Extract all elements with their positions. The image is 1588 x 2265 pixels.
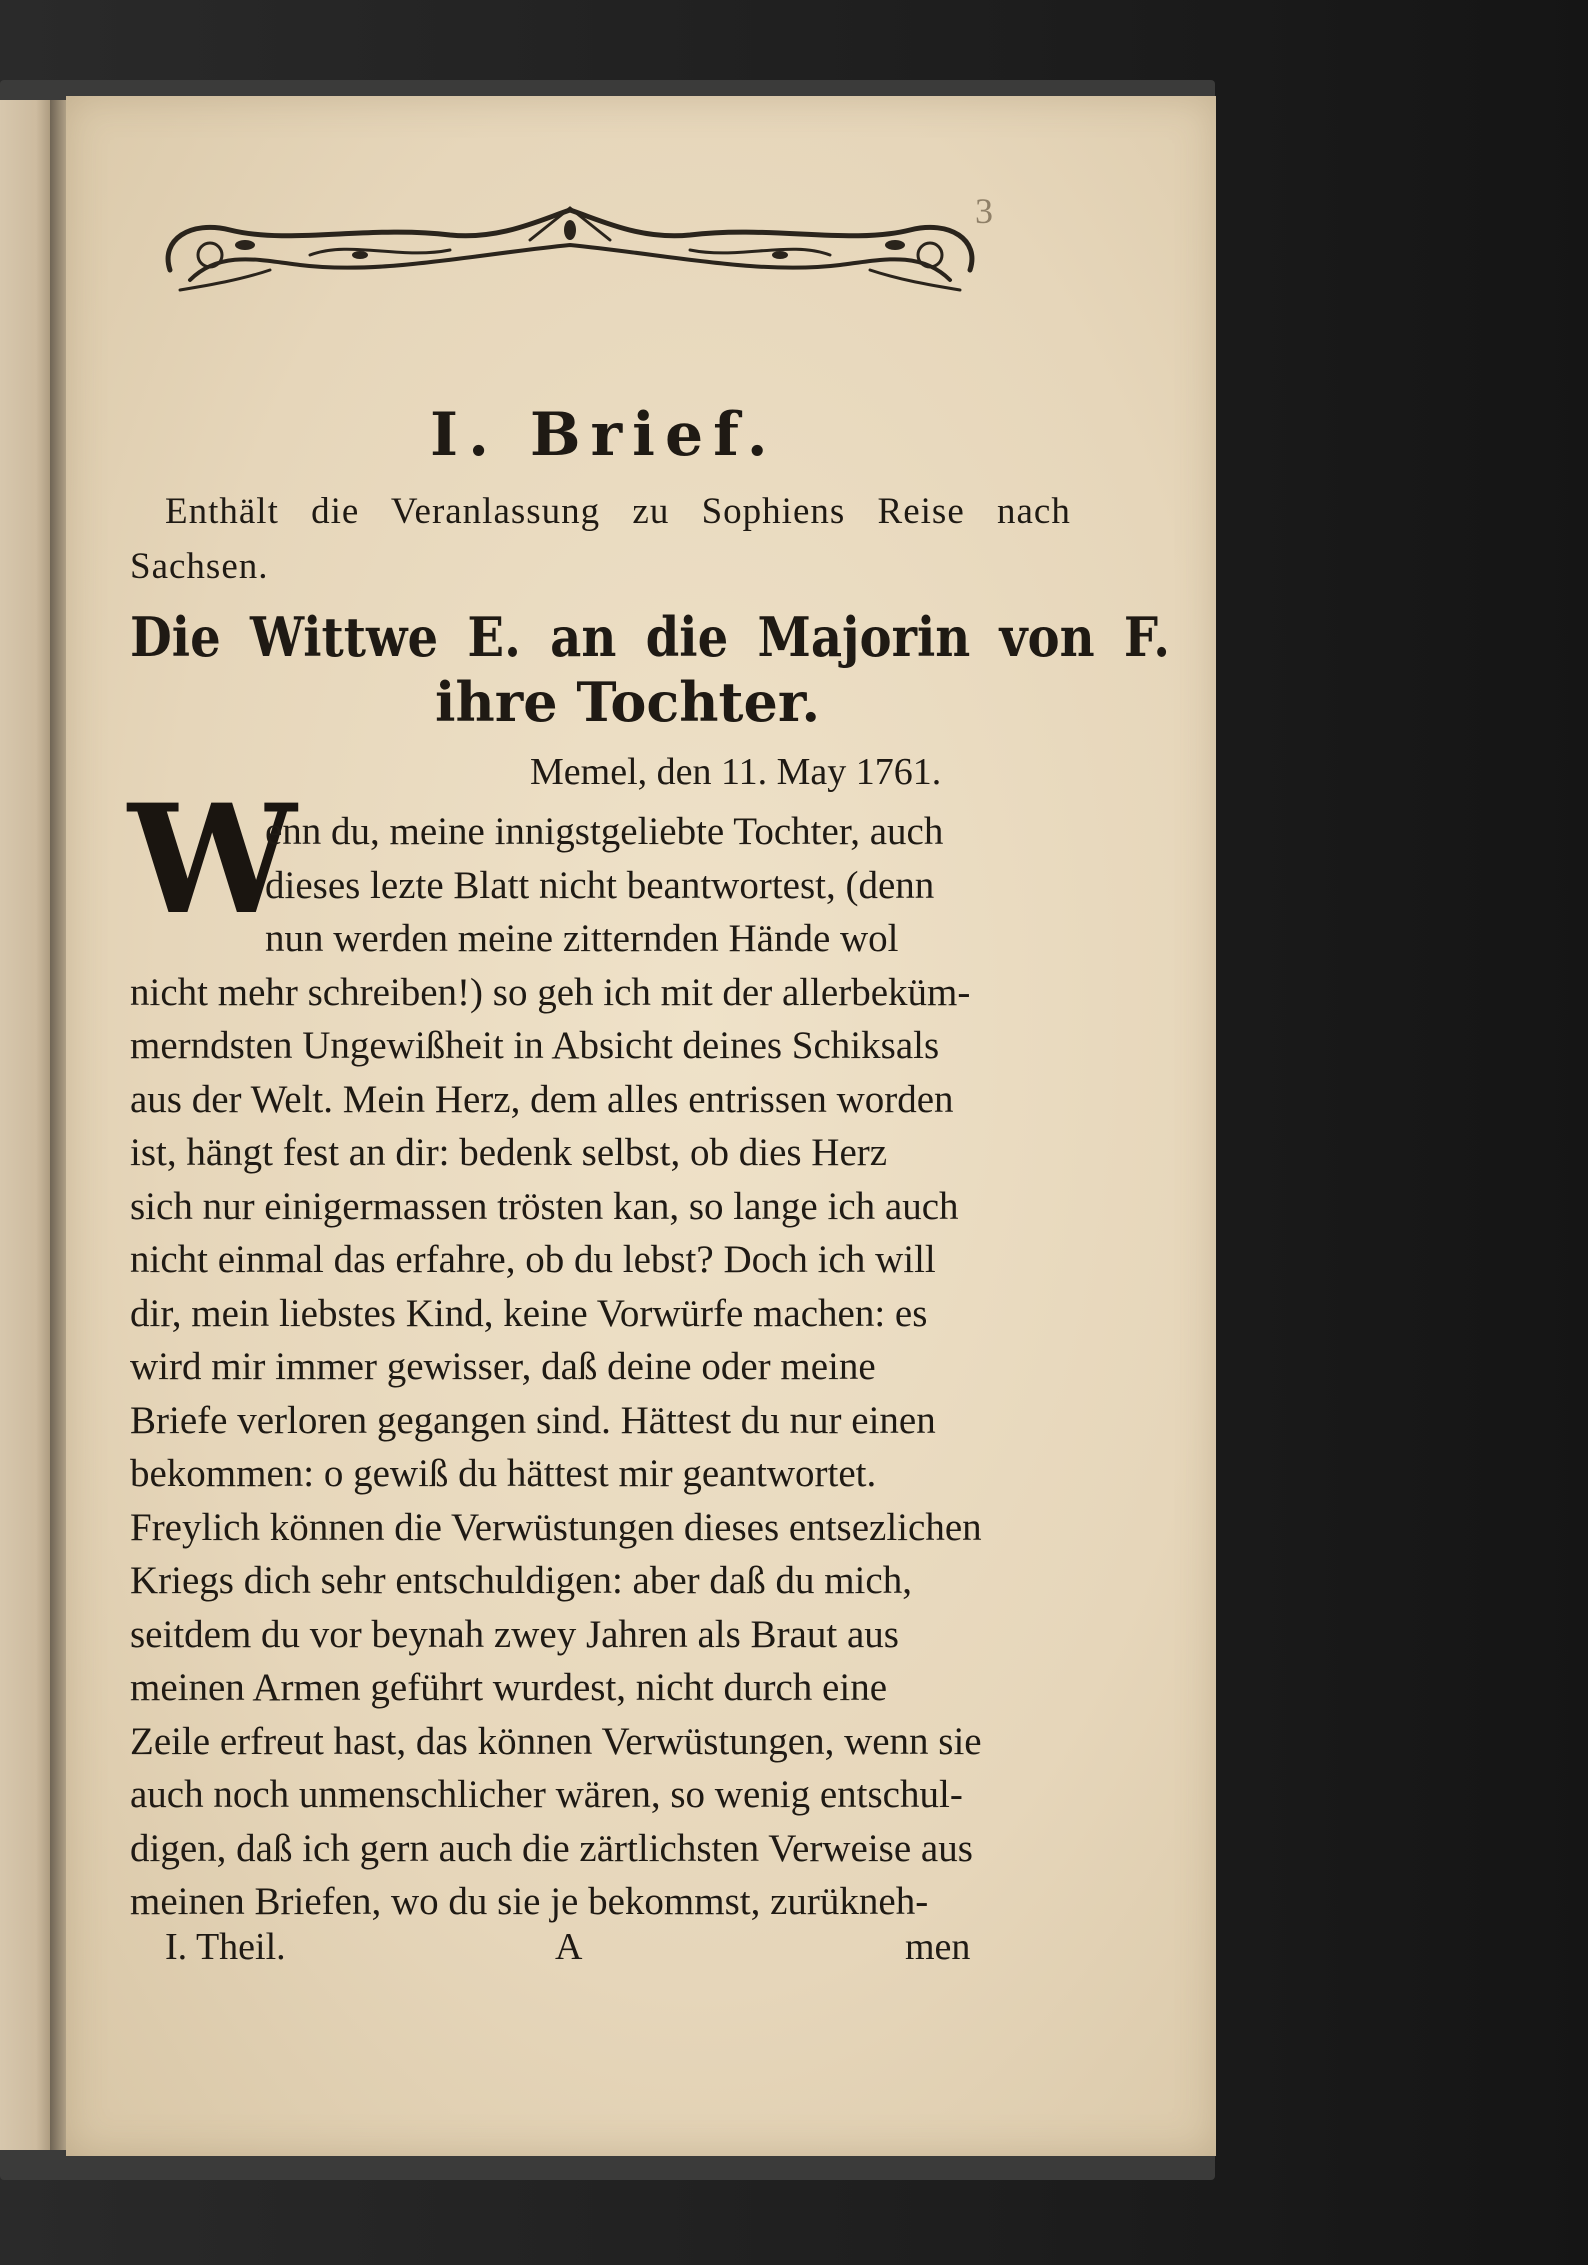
body-line: Freylich können die Verwüstungen dieses entsezlichen <box>130 1505 982 1549</box>
body-line: meinen Briefen, wo du sie je bekommst, zurükneh- <box>130 1880 929 1923</box>
body-line: wird mir immer gewisser, daß deine oder meine <box>130 1345 876 1388</box>
ornamental-headpiece <box>150 200 990 300</box>
body-line: merndsten Ungewißheit in Absicht deines Schiksals <box>130 1024 940 1067</box>
body-line: seitdem du vor beynah zwey Jahren als Braut aus <box>130 1612 899 1656</box>
body-line: dir, mein liebstes Kind, keine Vorwürfe machen: es <box>130 1291 928 1335</box>
footer-catchword: men <box>905 1926 971 1968</box>
page-number: 3 <box>975 191 993 231</box>
body-line: enn du, meine innigstgeliebte Tochter, auch <box>265 810 944 853</box>
body-line: sich nur einigermassen trösten kan, so lange ich auch <box>130 1184 959 1228</box>
body-line: meinen Armen geführt wurdest, nicht durch eine <box>130 1666 888 1709</box>
body-line: aus der Welt. Mein Herz, dem alles entrissen worden <box>130 1077 954 1121</box>
body-line: nun werden meine zitternden Hände wol <box>265 917 899 960</box>
dateline: Memel, den 11. May 1761. <box>530 751 942 793</box>
body-line: nicht einmal das erfahre, ob du lebst? Doch ich will <box>130 1238 936 1281</box>
letter-summary-line-1: Enthält die Veranlassung zu Sophiens Reise nach <box>165 491 1071 532</box>
facing-page-edge <box>0 100 52 2150</box>
body-line: Kriegs dich sehr entschuldigen: aber daß du mich, <box>130 1559 912 1602</box>
letter-summary-line-2: Sachsen. <box>130 546 269 587</box>
body-line: dieses lezte Blatt nicht beantwortest, (denn <box>265 863 935 907</box>
body-line: Zeile erfreut hast, das können Verwüstungen, wenn sie <box>130 1719 982 1763</box>
footer-volume: I. Theil. <box>165 1926 286 1968</box>
body-line: digen, daß ich gern auch die zärtlichsten Verweise aus <box>130 1826 973 1870</box>
body-line: nicht mehr schreiben!) so geh ich mit der allerbeküm- <box>130 970 971 1014</box>
addressee-line-2: ihre Tochter. <box>435 670 821 734</box>
footer-signature-mark: A <box>555 1926 583 1968</box>
body-line: ist, hängt fest an dir: bedenk selbst, ob dies Herz <box>130 1131 888 1174</box>
letter-heading: I. Brief. <box>430 400 778 470</box>
body-line: bekommen: o gewiß du hättest mir geantwortet. <box>130 1452 877 1495</box>
drop-cap-initial: W <box>128 772 297 948</box>
addressee-line-1: Die Wittwe E. an die Majorin von F. <box>130 605 1171 669</box>
body-line: auch noch unmenschlicher wären, so wenig entschul- <box>130 1773 963 1816</box>
body-line: Briefe verloren gegangen sind. Hättest du nur einen <box>130 1398 936 1442</box>
